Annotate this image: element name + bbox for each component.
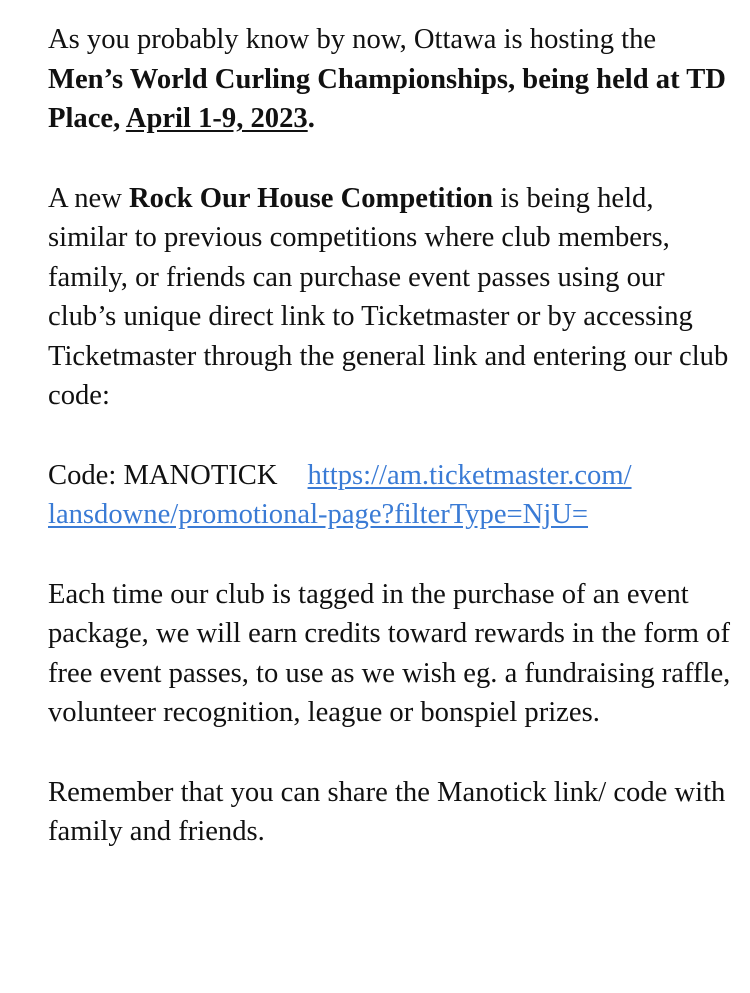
intro-paragraph xyxy=(48,20,738,139)
paragraph-spacer xyxy=(48,416,738,456)
competition-lead-text: A new xyxy=(48,182,130,214)
document-body xyxy=(48,20,738,852)
competition-name: Rock Our House Competition xyxy=(129,182,494,214)
code-paragraph xyxy=(48,456,738,535)
championship-name: Men’s World Curling Championships, being held at TD Place, xyxy=(48,63,726,134)
event-dates: April 1-9, 2023 xyxy=(125,103,308,134)
ticketmaster-link-line2[interactable]: lansdowne/promotional-page?filterType=NjU= xyxy=(48,499,589,530)
intro-lead-text: As you probably know by now, Ottawa is hosting the xyxy=(48,24,657,55)
club-code-label: Code: MANOTICK xyxy=(48,459,278,491)
competition-paragraph xyxy=(48,179,738,416)
paragraph-spacer xyxy=(48,535,738,575)
rewards-paragraph: Each time our club is tagged in the purchase of an event package, we will earn credits toward rewards in the form of free event passes, to use as we wish eg. a fundraising raffle, volunteer recognition, league or bonspiel prizes. xyxy=(48,578,731,728)
competition-description: is being held, similar to previous competitions where club members, family, or friends can purchase event passes using our club’s unique direct link to Ticketmaster or by accessing Ticketmaster through the general link and entering our club code: xyxy=(48,182,729,411)
reminder-paragraph: Remember that you can share the Manotick link/ code with family and friends. xyxy=(48,776,726,847)
paragraph-spacer xyxy=(48,139,738,179)
intro-end-punctuation: . xyxy=(307,103,315,134)
paragraph-spacer xyxy=(48,733,738,773)
ticketmaster-link-line1[interactable]: https://am.ticketmaster.com/ xyxy=(307,459,632,491)
